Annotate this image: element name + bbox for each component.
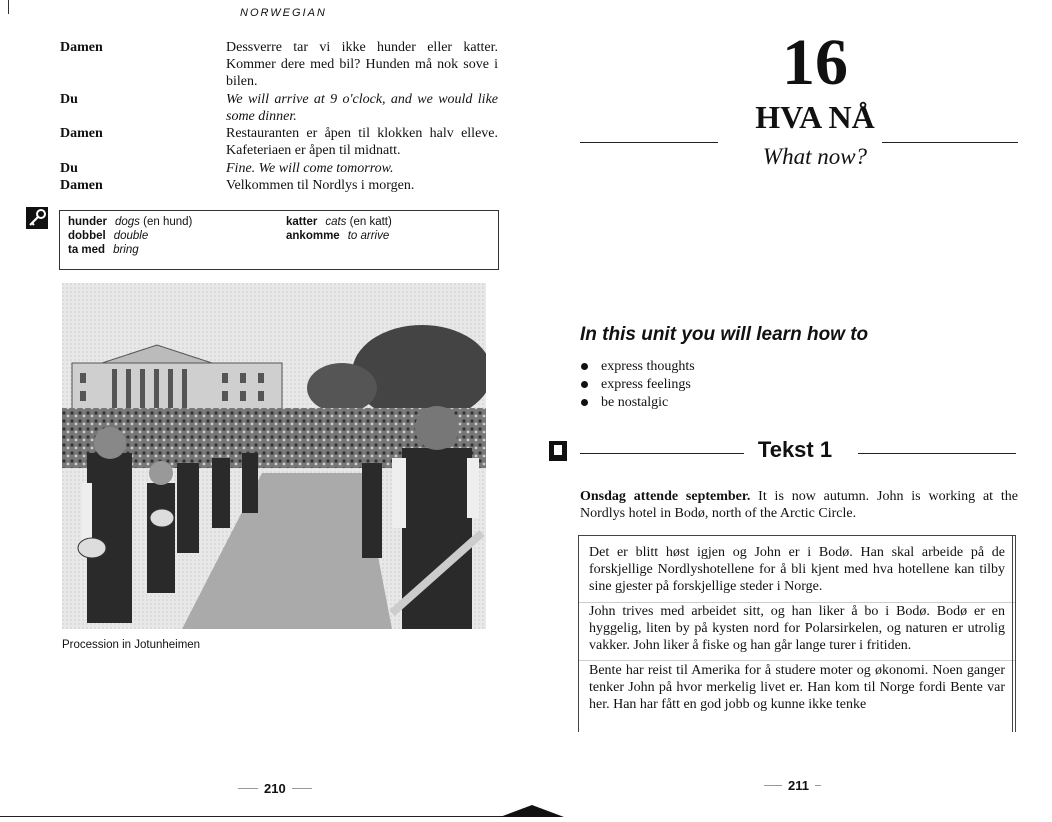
reading-text-box [578,535,1016,732]
reading-paragraph: John trives med arbeidet sitt, og han liker å bo i Bodø. Bodø er en hyggelig, liten by på kysten nord for Polarsirkelen, og naturen er utrolig vakker. John liker å fiske og han går lange turer i fritiden. [589,604,1005,653]
photo-caption: Procession in Jotunheimen [62,639,201,651]
dialogue-speaker: Damen [60,126,103,141]
vocab-word: hunder [68,216,107,228]
vocab-word: ta med [68,244,106,256]
learn-item: express feelings [580,376,695,394]
learn-item: express thoughts [580,358,695,376]
intro-body: It is now autumn. John is working at the Nordlys hotel in Bodø, north of the Arctic Circle. [580,489,1018,521]
vocab-entry [286,229,389,243]
dialogue-speaker: Damen [60,178,103,193]
dialogue-speaker: Du [60,92,78,107]
title-rule-left [580,142,718,143]
reading-paragraph: Bente har reist til Amerika for å studere moter og økonomi. Noen ganger tenker John på hvor merkelig livet er. Han kom til Norge fordi Bente var her. Han har fått en god jobb og kunne ikke tenke [589,663,1005,712]
vocab-translation: bring [113,244,139,256]
dialogue-line: Dessverre tar vi ikke hunder eller katter. Kommer dere med bil? Hunden må nok sove i bilen. [226,40,498,89]
key-icon [26,207,48,229]
paragraph-divider [579,602,1015,603]
vocab-entry [68,243,139,257]
vocab-translation: to arrive [347,230,390,242]
intro-text [580,488,1018,522]
page-number: 211 [788,778,809,793]
vocab-note: (en hund) [143,216,193,228]
page-number-right [758,777,827,795]
vocab-word: ankomme [286,230,340,242]
page-number: 210 [264,781,286,796]
learn-item: be nostalgic [580,394,695,412]
tekst-rule-right [858,453,1016,454]
page-number-left [232,780,318,798]
vocabulary-box [59,210,499,270]
margin-mark [8,0,9,14]
vocab-entry [286,215,392,229]
reading-paragraph: Det er blitt høst igjen og John er i Bodø. Han skal arbeide på de forskjellige Nordlyshotellene for å bli kjent med hva hotellene kan tilby sine gjester på forskjellige steder i Norge. [589,545,1005,594]
paragraph-divider [579,660,1015,661]
vocab-entry [68,229,148,243]
vocab-translation: cats [325,216,347,228]
learn-heading: In this unit you will learn how to [580,324,869,345]
unit-subtitle: What now? [762,144,868,169]
bottom-rule [0,816,560,817]
dialogue-speaker: Damen [60,40,103,55]
vocab-note: (en katt) [349,216,392,228]
unit-number: 16 [782,26,848,99]
intro-date: Onsdag attende september. [580,489,751,504]
audio-book-icon [549,441,567,461]
vocab-word: katter [286,216,318,228]
vocab-entry [68,215,192,229]
vocab-translation: dogs [114,216,140,228]
dialogue-speaker: Du [60,161,78,176]
dialogue-line: Velkommen til Nordlys i morgen. [226,178,415,193]
procession-photo [62,283,486,629]
vocab-translation: double [113,230,149,242]
running-header: NORWEGIAN [240,7,327,19]
vocab-word: dobbel [68,230,106,242]
dialogue-line: Restauranten er åpen til klokken halv elleve. Kafeteriaen er åpen til midnatt. [226,126,498,158]
dialogue-line: We will arrive at 9 o'clock, and we would like some dinner. [226,92,498,124]
dialogue-line: Fine. We will come tomorrow. [226,161,394,176]
box-side-rule [1012,536,1013,732]
unit-title: HVA NÅ [755,99,875,135]
tekst-rule-left [580,453,744,454]
bottom-triangle [500,805,564,817]
tekst-heading: Tekst 1 [757,437,833,462]
learn-list [580,358,695,412]
title-rule-right [882,142,1018,143]
